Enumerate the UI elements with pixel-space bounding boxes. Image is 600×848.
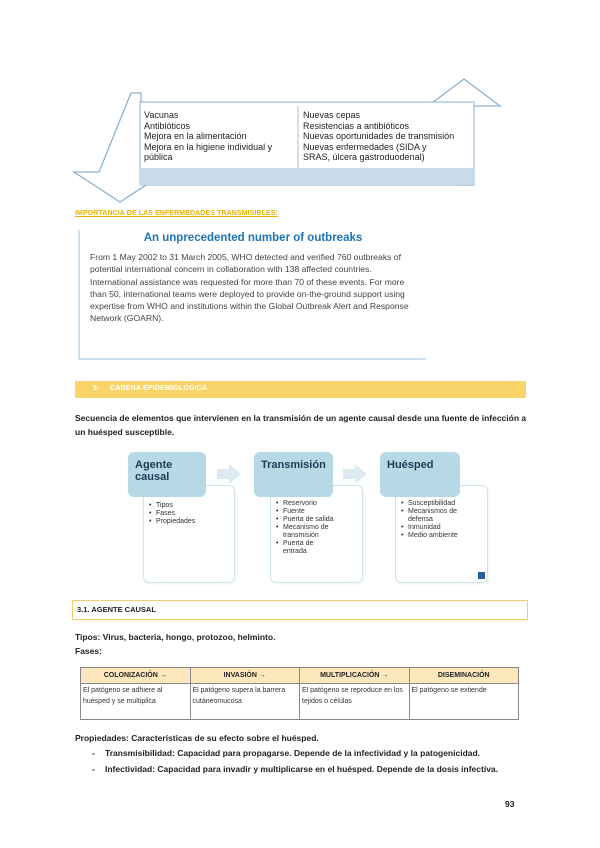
chain-arrow-2: [343, 464, 369, 484]
agent-list-box: [143, 485, 235, 583]
types-line: Tipos: Virus, bacteria, hongo, protozoo, helminto.: [75, 632, 276, 642]
properties-list: [88, 745, 498, 777]
table-header-cell: INVASIÓN →: [190, 668, 300, 684]
host-title: Huésped: [387, 459, 434, 471]
comparison-box-bottom: [140, 168, 474, 185]
subsection-heading: 3.1. AGENTE CAUSAL: [77, 605, 156, 614]
host-list-item: • Inmunidad: [400, 524, 487, 532]
right-cell-item: SRAS, úlcera gastroduodenal): [303, 152, 425, 162]
host-header: [380, 452, 460, 497]
left-cell-item: Mejora en la higiene individual y: [144, 141, 273, 152]
transmission-title: Transmisión: [261, 459, 326, 471]
section-heading-bar: [75, 381, 526, 398]
list-item: - Transmisibilidad: Capacidad para propagarse. Depende de la infectividad y la patogenicidad.: [88, 745, 498, 761]
chain-arrow-1: [217, 464, 243, 484]
table-cell: El patógeno se reproduce en los tejidos o células: [300, 684, 410, 720]
subsection-heading-box: [72, 600, 528, 620]
section-intro-line1: Secuencia de elementos que intervienen en la transmisión de un agente causal desde una fuente de infección a: [75, 413, 527, 423]
host-list-item: • Medio ambiente: [400, 532, 487, 540]
right-cell-item: Nuevas oportunidades de transmisión: [303, 131, 455, 141]
host-list-box: [395, 485, 488, 583]
transmission-list-item: • Reservorio: [275, 500, 362, 508]
outbreak-title: An unprecedented number of outbreaks: [143, 232, 363, 244]
table-cell: El patógeno se extiende: [409, 684, 519, 720]
host-list-item: • Mecanismos de defensa: [400, 508, 460, 524]
left-cell-list: [144, 110, 272, 163]
page-number: 93: [505, 799, 515, 809]
table-header-cell: MULTIPLICACIÓN →: [300, 668, 410, 684]
right-cell-item: Nuevas enfermedades (SIDA y: [303, 141, 427, 152]
agent-list-item: • Tipos: [148, 502, 234, 510]
transmission-header: [254, 452, 333, 497]
agent-list-item: • Fases: [148, 510, 234, 518]
transmission-list-item: • Puerta de salida: [275, 516, 362, 524]
phases-label: Fases:: [75, 646, 102, 656]
transmission-list-item: • Mecanismo de transmisión: [275, 524, 347, 540]
right-cell-item: Nuevas cepas: [303, 110, 361, 120]
left-cell-item: Antibióticos: [144, 120, 191, 131]
agent-title-line2: causal: [135, 471, 170, 483]
agent-header: [128, 452, 206, 497]
table-header-cell: COLONIZACIÓN →: [81, 668, 191, 684]
left-cell-item: Vacunas: [144, 110, 179, 120]
phases-table: [80, 667, 519, 720]
outbreak-text: From 1 May 2002 to 31 March 2005, WHO detected and verified 760 outbreaks of potential international concern in collaboration with 138 affected countries. International assistance was requested for more than 70 of these events. For more than 50, international teams were deployed to provide on-the-ground support using expertise from WHO and institutions within the Global Outbreak Alert and Response Network (GOARN).: [90, 252, 409, 324]
left-cell-item: pública: [144, 152, 173, 162]
table-cell: El patógeno supera la barrera cutáneomucosa: [190, 684, 300, 720]
table-header-cell: DISEMINACIÓN: [409, 668, 519, 684]
left-cell-item: Mejora en la alimentación: [144, 131, 247, 141]
properties-heading: Propiedades: Características de su efecto sobre el huésped.: [75, 733, 319, 743]
top-arrow-diagram: [0, 0, 600, 215]
transmission-list-item: • Fuente: [275, 508, 362, 516]
importance-heading[interactable]: IMPORTANCIA DE LAS ENFERMEDADES TRANSMISIBLES:: [75, 210, 278, 217]
section-heading: 3. CADENA EPIDEMIOLÓGICA: [93, 385, 208, 392]
table-cell: El patógeno se adhiere al huésped y se multiplica: [81, 684, 191, 720]
transmission-list-item: • Puerta de entrada: [275, 540, 333, 556]
section-intro-line2: un huésped susceptible.: [75, 427, 175, 437]
list-item: - Infectividad: Capacidad para invadir y multiplicarse en el huésped. Depende de la dosis infectiva.: [88, 761, 498, 777]
host-list-item: • Susceptibilidad: [400, 500, 487, 508]
agent-title-line1: Agente: [135, 459, 173, 471]
right-cell-item: Resistencias a antibióticos: [303, 120, 410, 131]
transmission-list-box: [270, 485, 363, 583]
right-cell-list: [303, 110, 454, 163]
outbreak-box: [78, 230, 426, 360]
agent-list-item: • Propiedades: [148, 518, 234, 526]
corner-icon: [478, 572, 485, 579]
